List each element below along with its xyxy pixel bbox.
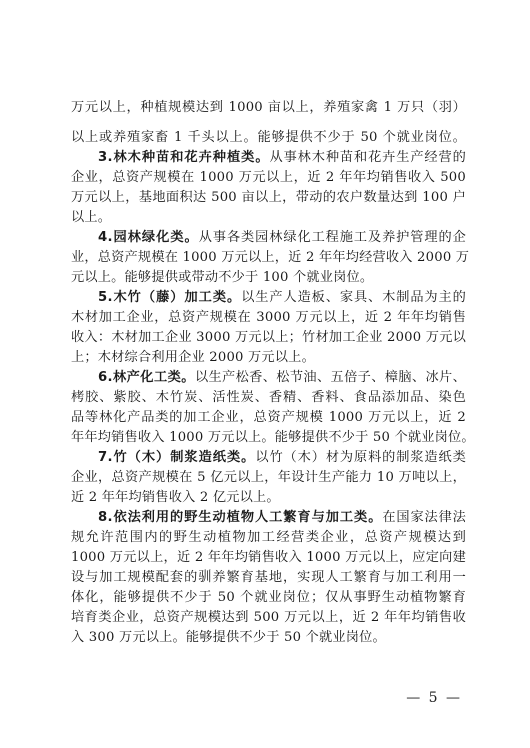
section-7-heading: 7.竹（木）制浆造纸类。 <box>98 450 256 465</box>
section-6-first-line: 6.林产化工类。以生产松香、松节油、五倍子、樟脑、冰片、 <box>98 370 466 385</box>
paragraph-line: 以上或养殖家畜 1 千头以上。能够提供不少于 50 个就业岗位。 <box>71 130 466 145</box>
paragraph-line: 体化，能够提供不少于 50 个就业岗位；仅从事野生动植物繁育 <box>71 590 466 605</box>
paragraph-line: 元以上。能够提供或带动不少于 100 个就业岗位。 <box>71 270 374 285</box>
paragraph-line: 1000 万元以上，近 2 年年均销售收入 1000 万元以上，应定向建 <box>71 550 466 565</box>
paragraph-line: 收入：木材加工企业 3000 万元以上；竹材加工企业 2000 万元以 <box>71 330 466 345</box>
section-3-first-line: 3.林木种苗和花卉种植类。从事林木种苗和花卉生产经营的 <box>98 150 466 165</box>
section-5-first-line: 5.木竹（藤）加工类。以生产人造板、家具、木制品为主的 <box>98 290 466 305</box>
page-number: — 5 — <box>406 690 462 706</box>
paragraph-line: 业，总资产规模在 1000 万元以上，近 2 年年均经营收入 2000 万 <box>71 250 470 265</box>
section-4-heading: 4.园林绿化类。 <box>98 230 199 245</box>
paragraph-line: 培育类企业，总资产规模达到 500 万元以上，近 2 年年均销售收 <box>71 610 466 625</box>
paragraph-line: 近 2 年年均销售收入 2 亿元以上。 <box>71 490 280 505</box>
paragraph-line: 栲胶、紫胶、木竹炭、活性炭、香精、香料、食品添加品、染色 <box>71 390 466 405</box>
section-8-first-line: 8.依法利用的野生动植物人工繁育与加工类。在国家法律法 <box>98 510 467 525</box>
paragraph-line: 万元以上，基地面积达 500 亩以上，带动的农户数量达到 100 户 <box>71 190 466 205</box>
paragraph-line: 设与加工规模配套的驯养繁育基地，实现人工繁育与加工利用一 <box>71 570 466 585</box>
paragraph-line: 规允许范围内的野生动植物加工经营类企业，总资产规模达到 <box>71 530 466 545</box>
section-8-heading: 8.依法利用的野生动植物人工繁育与加工类。 <box>98 510 383 525</box>
section-4-first-line: 4.园林绿化类。从事各类园林绿化工程施工及养护管理的企 <box>98 230 466 245</box>
paragraph-line: 企业，总资产规模在 5 亿元以上，年设计生产能力 10 万吨以上， <box>71 470 466 485</box>
paragraph-line: 年年均销售收入 1000 万元以上。能够提供不少于 50 个就业岗位。 <box>71 430 475 445</box>
section-3-heading: 3.林木种苗和花卉种植类。 <box>98 150 270 165</box>
paragraph-line: 木材加工企业，总资产规模在 3000 万元以上，近 2 年年均销售 <box>71 310 466 325</box>
paragraph-line: 以上。 <box>71 210 112 225</box>
paragraph-line: 入 300 万元以上。能够提供不少于 50 个就业岗位。 <box>71 630 386 645</box>
paragraph-line: 企业，总资产规模在 1000 万元以上，近 2 年年均销售收入 500 <box>71 170 466 185</box>
paragraph-line: 品等林化产品类的加工企业，总资产规模 1000 万元以上，近 2 <box>71 410 466 425</box>
paragraph-line: 上；木材综合利用企业 2000 万元以上。 <box>71 350 315 365</box>
section-5-heading: 5.木竹（藤）加工类。 <box>98 290 242 305</box>
section-7-first-line: 7.竹（木）制浆造纸类。以竹（木）材为原料的制浆造纸类 <box>98 450 466 465</box>
paragraph-line: 万元以上，种植规模达到 1000 亩以上，养殖家禽 1 万只（羽） <box>71 100 466 115</box>
section-6-heading: 6.林产化工类。 <box>98 370 195 385</box>
